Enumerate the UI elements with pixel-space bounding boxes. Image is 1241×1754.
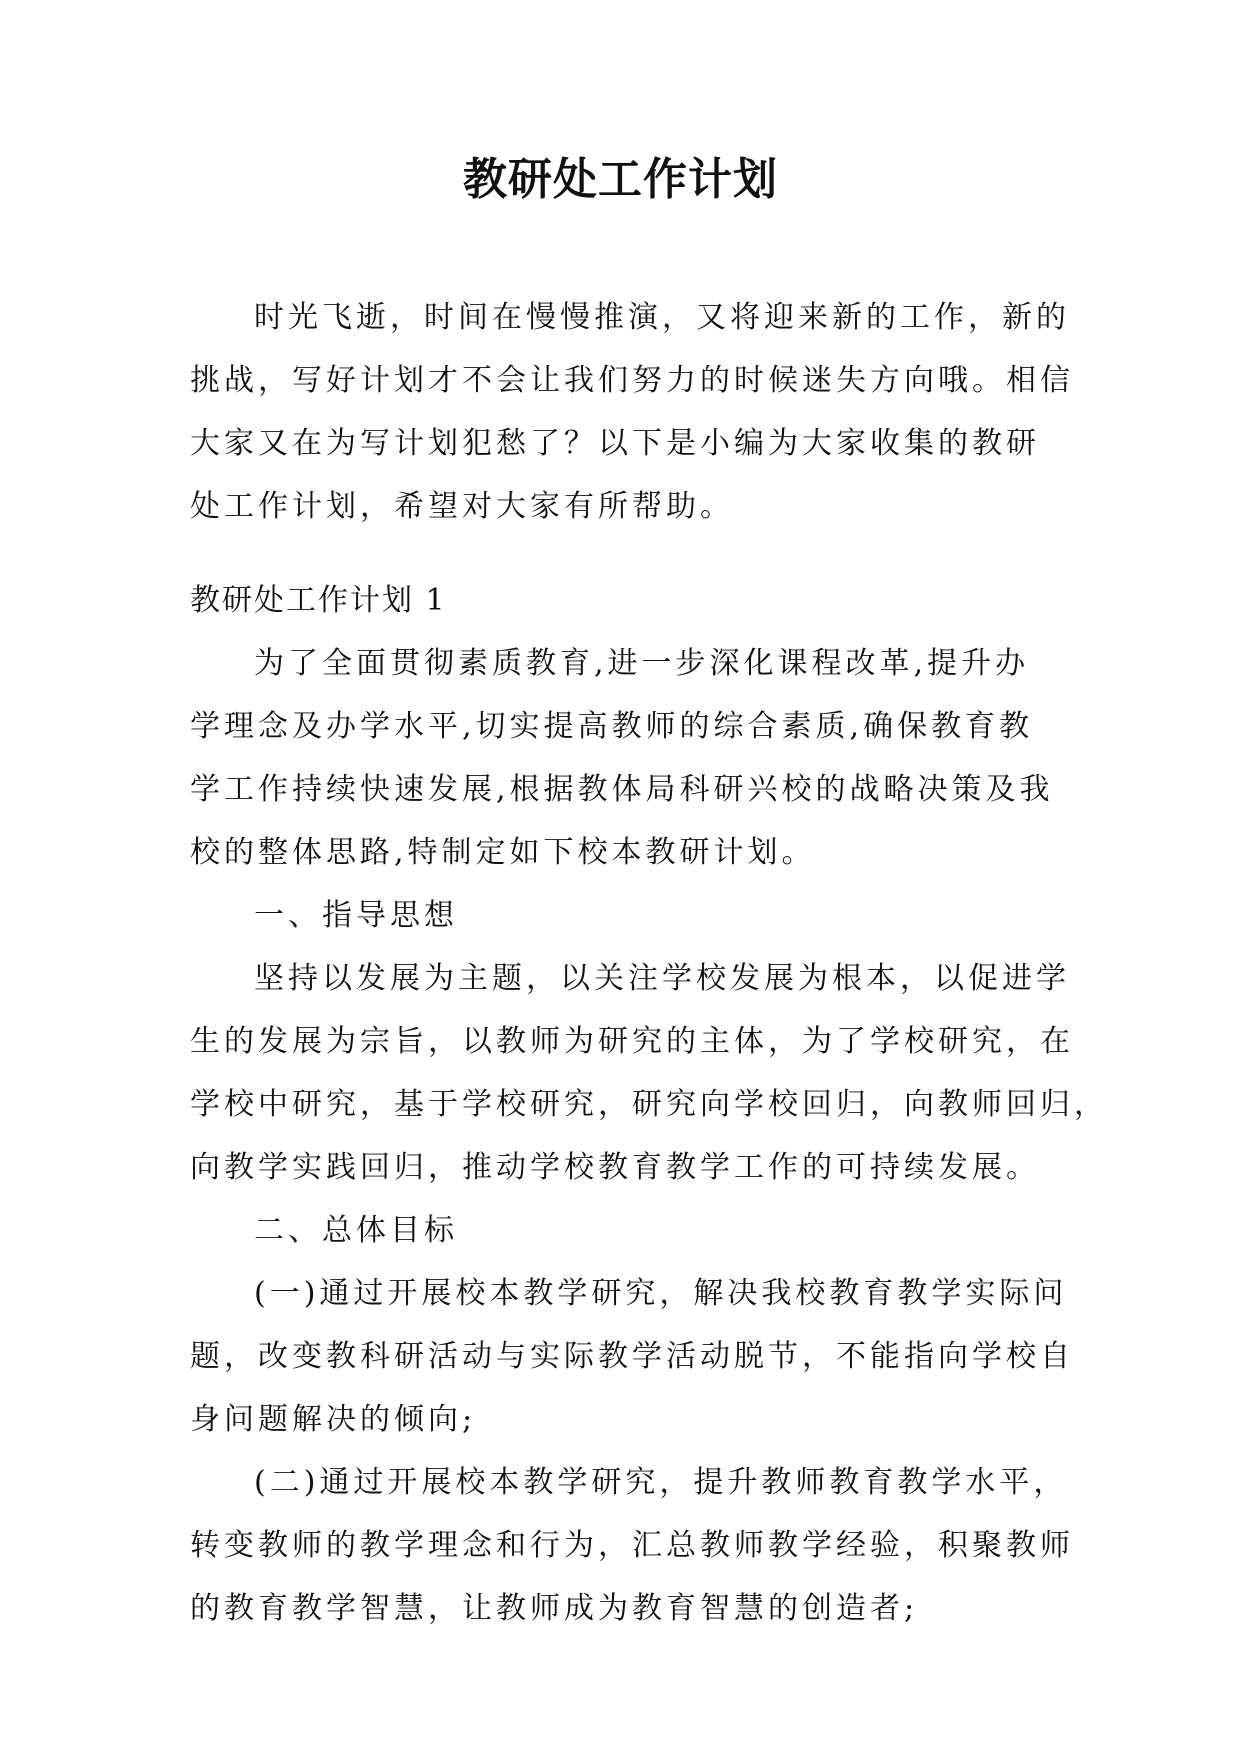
section-line: 为了全面贯彻素质教育,进一步深化课程改革,提升办 — [254, 646, 1030, 681]
intro-line: 处工作计划，希望对大家有所帮助。 — [190, 489, 734, 524]
goal-two-line: (二)通过开展校本教学研究，提升教师教育教学水平， — [254, 1465, 1068, 1500]
page-title: 教研处工作计划 — [463, 154, 778, 205]
guiding-line: 坚持以发展为主题，以关注学校发展为根本，以促进学 — [254, 961, 1070, 996]
goal-two-line: 转变教师的教学理念和行为，汇总教师教学经验，积聚教师 — [190, 1528, 1074, 1563]
heading-guiding-thought: 一、指导思想 — [254, 898, 458, 933]
guiding-line: 生的发展为宗旨，以教师为研究的主体，为了学校研究，在 — [190, 1024, 1074, 1059]
goal-one-line: 题，改变教科研活动与实际教学活动脱节，不能指向学校自 — [190, 1339, 1074, 1374]
heading-overall-goals: 二、总体目标 — [254, 1213, 458, 1248]
section-line: 校的整体思路,特制定如下校本教研计划。 — [190, 835, 816, 870]
goal-one-line: (一)通过开展校本教学研究，解决我校教育教学实际问 — [254, 1276, 1068, 1311]
goal-one-line: 身问题解决的倾向; — [190, 1402, 477, 1437]
document-body — [190, 286, 1108, 1640]
intro-line: 大家又在为写计划犯愁了？以下是小编为大家收集的教研 — [190, 426, 1040, 461]
intro-line: 时光飞逝，时间在慢慢推演，又将迎来新的工作，新的 — [254, 300, 1070, 335]
goal-two-line: 的教育教学智慧，让教师成为教育智慧的创造者; — [190, 1591, 919, 1626]
guiding-line: 向教学实践回归，推动学校教育教学工作的可持续发展。 — [190, 1150, 1040, 1185]
section-line: 学工作持续快速发展,根据教体局科研兴校的战略决策及我 — [190, 772, 1054, 807]
intro-line: 挑战，写好计划才不会让我们努力的时候迷失方向哦。相信 — [190, 363, 1074, 398]
paragraph-gap — [190, 538, 1060, 569]
section-title: 教研处工作计划 1 — [190, 583, 447, 618]
guiding-line: 学校中研究，基于学校研究，研究向学校回归，向教师回归， — [190, 1087, 1108, 1122]
section-line: 学理念及办学水平,切实提高教师的综合素质,确保教育教 — [190, 709, 1034, 744]
